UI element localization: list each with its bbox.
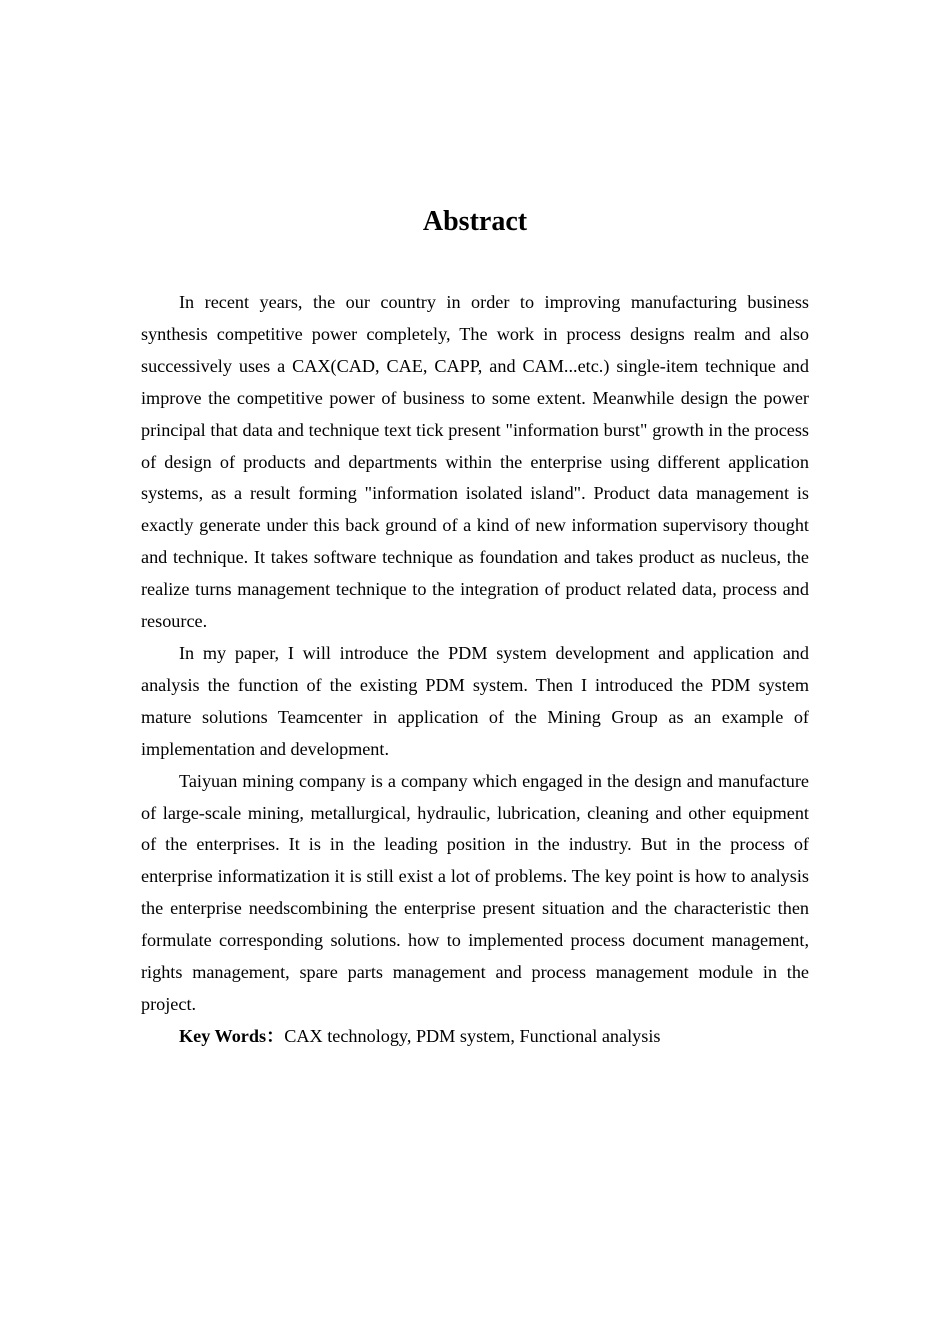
page-title: Abstract [422,206,528,237]
keywords-line [141,1021,809,1053]
keywords-label: Key Words： [179,1025,285,1046]
abstract-paragraph-2: In my paper, I will introduce the PDM system development and application and analysis the function of the existing PDM system. Then I introduced the PDM system mature solutions Teamcenter in application of the Mining Group as an example of implementation and development. [141,642,809,759]
keywords-value: CAX technology, PDM system, Functional analysis [284,1025,661,1046]
abstract-paragraph-3: Taiyuan mining company is a company which engaged in the design and manufacture of large-scale mining, metallurgical, hydraulic, lubrication, cleaning and other equipment of the enterprises. It is in the leading position in the industry. But in the process of enterprise informatization it is still exist a lot of problems. The key point is how to analysis the enterprise needscombining the enterprise present situation and the characteristic then formulate corresponding solutions. how to implemented process document management, rights management, spare parts management and process management module in the project. [141,770,809,1014]
abstract-paragraph-1: In recent years, the our country in order to improving manufacturing business synthesis competitive power completely, The work in process designs realm and also successively uses a CAX(CAD, CAE, CAPP, and CAM...etc.) single-item technique and improve the competitive power of business to some extent. Meanwhile design the power principal that data and technique text tick present "information burst" growth in the process of design of products and departments within the enterprise using different application systems, as a result forming "information isolated island". Product data management is exactly generate under this back ground of a kind of new information supervisory thought and technique. It takes software technique as foundation and takes product as nucleus, the realize turns management technique to the integration of product related data, process and resource. [141,292,809,632]
abstract-body [141,287,809,1053]
